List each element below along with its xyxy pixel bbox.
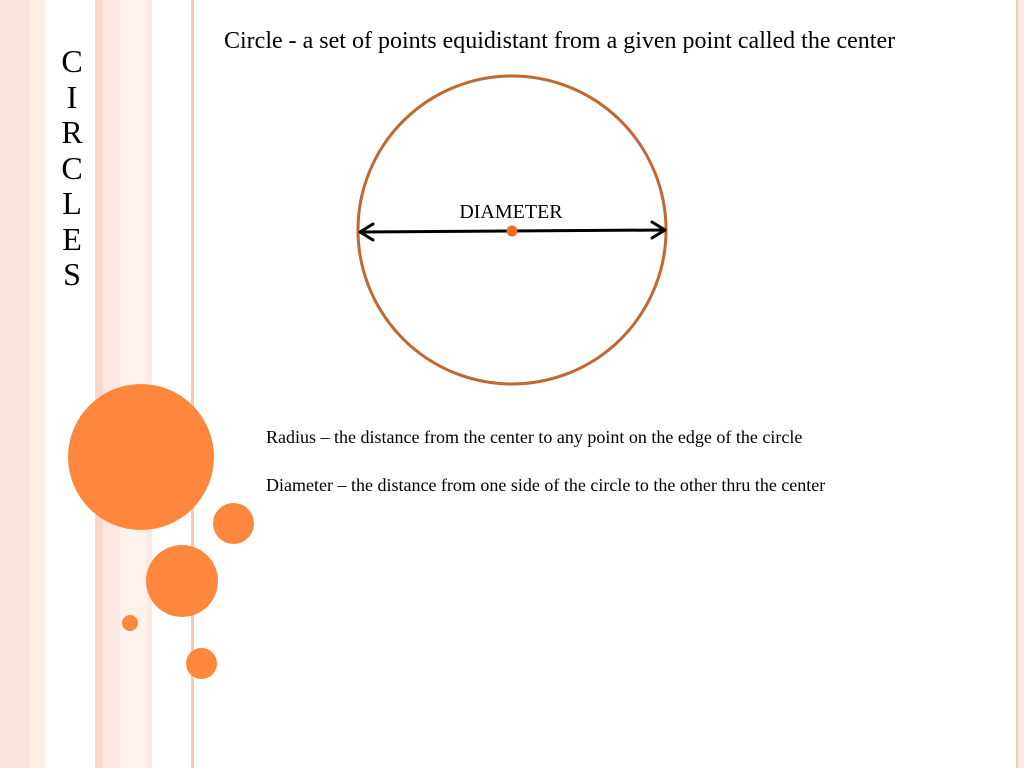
title-letter: C bbox=[61, 43, 83, 79]
background-stripe bbox=[30, 0, 45, 768]
background-stripe bbox=[0, 0, 30, 768]
radius-definition: Radius – the distance from the center to any point on the edge of the circle bbox=[266, 427, 803, 447]
decorative-circle-small bbox=[186, 648, 217, 679]
center-point bbox=[507, 226, 518, 237]
decorative-circle-small bbox=[213, 503, 254, 544]
decorative-circle-medium bbox=[146, 545, 218, 617]
circle-diagram bbox=[350, 70, 680, 400]
title-letter: I bbox=[66, 78, 78, 115]
background-stripe bbox=[152, 0, 191, 768]
decorative-circle-large bbox=[68, 384, 214, 530]
background-stripe bbox=[103, 0, 120, 768]
title-letter: S bbox=[63, 256, 81, 292]
background-stripe bbox=[1018, 0, 1024, 768]
title-letter: L bbox=[62, 185, 82, 221]
vertical-slide-title bbox=[50, 44, 94, 293]
decorative-circle-tiny bbox=[122, 615, 138, 631]
title-letter: E bbox=[62, 220, 82, 257]
background-stripe bbox=[95, 0, 103, 768]
diameter-definition: Diameter – the distance from one side of the circle to the other thru the center bbox=[266, 475, 826, 495]
diameter-label: DIAMETER bbox=[459, 201, 563, 223]
title-letter: C bbox=[61, 149, 83, 186]
title-letter: R bbox=[61, 114, 83, 150]
slide-heading: Circle - a set of points equidistant from a given point called the center bbox=[224, 28, 896, 54]
